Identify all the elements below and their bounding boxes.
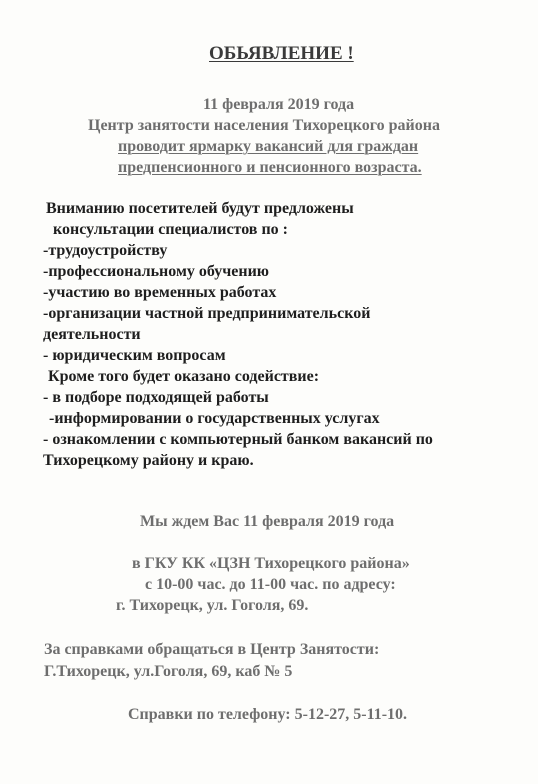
assistance-item: - в подборе подходящей работы [43,389,269,406]
consult-intro-1: Вниманию посетителей будут предложены [46,200,354,217]
event-date: 11 февраля 2019 года [203,96,355,113]
assistance-item: -информировании о государственных услугах [49,410,380,427]
consult-item: -участию во временных работах [43,284,277,301]
announcement-title: ОБЬЯВЛЕНИЕ ! [209,43,354,64]
assistance-intro: Кроме того будет оказано содействие: [48,368,320,385]
event-description-line-1: проводит ярмарку вакансий для граждан [118,138,419,155]
assistance-item: Тихорецкому району и краю. [43,452,254,469]
event-description-line-2: предпенсионного и пенсионного возраста. [118,159,422,176]
consult-item: -организации частной предпринимательской [43,305,371,322]
consult-item: деятельности [43,326,141,343]
consult-intro-2: консультации специалистов по : [53,221,288,238]
contacts-line-2: Г.Тихорецк, ул.Гоголя, 69, каб № 5 [44,663,293,680]
consult-item: -профессиональному обучению [43,263,270,280]
venue-line-1: в ГКУ КК «ЦЗН Тихорецкого района» [132,555,410,572]
venue-line-2: с 10-00 час. до 11-00 час. по адресу: [145,576,396,593]
contacts-line-1: За справками обращаться в Центр Занятости: [44,641,380,658]
consult-item: - юридическим вопросам [43,347,226,364]
consult-item: -трудоустройству [43,242,168,259]
venue-line-3: г. Тихорецк, ул. Гоголя, 69. [116,597,309,614]
phone-line: Справки по телефону: 5-12-27, 5-11-10. [128,706,408,723]
assistance-item: - ознакомлении с компьютерный банком вакансий по [43,431,433,448]
organizer-line: Центр занятости населения Тихорецкого района [88,117,440,134]
invite-line: Мы ждем Вас 11 февраля 2019 года [140,513,395,530]
